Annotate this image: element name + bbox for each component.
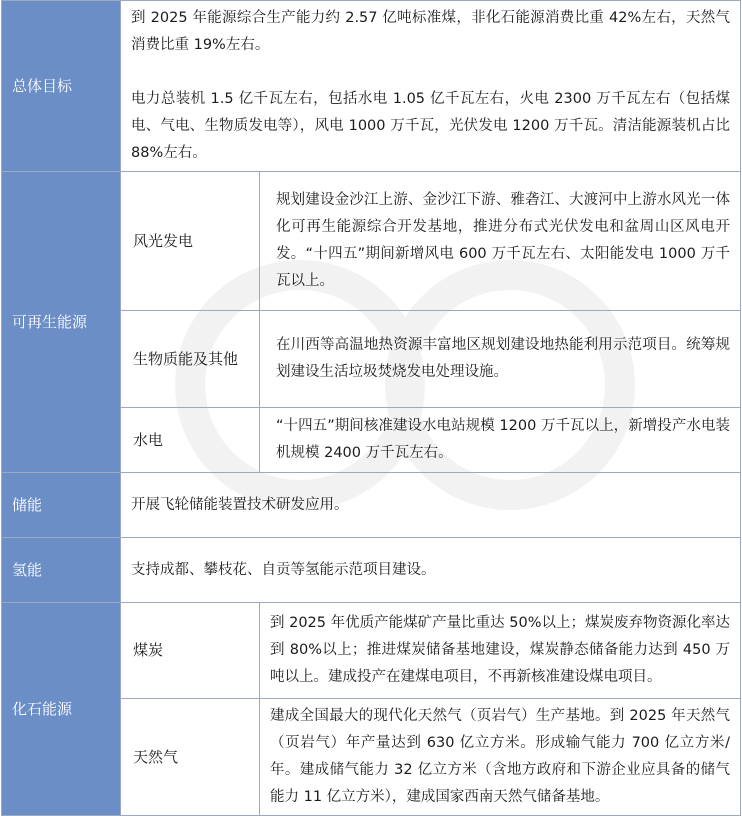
subcategory-hydropower: 水电 bbox=[121, 408, 260, 473]
overall-goal-paragraph-1: 到 2025 年能源综合生产能力约 2.57 亿吨标准煤，非化石能源消费比重 42%左右，天然气消费比重 19%左右。 bbox=[131, 10, 730, 53]
table-row bbox=[2, 172, 741, 311]
hydrogen-text: 支持成都、攀枝花、自贡等氢能示范项目建设。 bbox=[121, 538, 741, 603]
category-hydrogen: 氢能 bbox=[2, 538, 121, 603]
table-row bbox=[2, 603, 741, 699]
subcategory-natural-gas: 天然气 bbox=[121, 699, 260, 816]
category-storage: 储能 bbox=[2, 473, 121, 538]
subcategory-wind-solar: 风光发电 bbox=[121, 172, 260, 311]
energy-plan-table bbox=[1, 0, 741, 816]
overall-goal-text bbox=[121, 1, 741, 172]
storage-text: 开展飞轮储能装置技术研发应用。 bbox=[121, 473, 741, 538]
table-row bbox=[2, 1, 741, 172]
table-row bbox=[2, 473, 741, 538]
biomass-text: 在川西等高温地热资源丰富地区规划建设地热能利用示范项目。统筹规划建设生活垃圾焚烧发电处理设施。 bbox=[260, 311, 741, 408]
coal-text: 到 2025 年优质产能煤矿产量比重达 50%以上；煤炭废弃物资源化率达到 80%以上；推进煤炭储备基地建设，煤炭静态储备能力达到 450 万吨以上。建成投产在建煤电项目，不再新核准建设煤电项目。 bbox=[260, 603, 741, 699]
category-fossil: 化石能源 bbox=[2, 603, 121, 816]
category-renewable: 可再生能源 bbox=[2, 172, 121, 473]
overall-goal-paragraph-2: 电力总装机 1.5 亿千瓦左右，包括水电 1.05 亿千瓦左右，火电 2300 万千瓦左右（包括煤电、气电、生物质发电等），风电 1000 万千瓦，光伏发电 1200 万千瓦。清洁能源装机占比 88%左右。 bbox=[131, 91, 730, 161]
natural-gas-text: 建成全国最大的现代化天然气（页岩气）生产基地。到 2025 年天然气（页岩气）年产量达到 630 亿立方米。形成输气能力 700 亿立方米/年。建成储气能力 32 亿立方米（含地方政府和下游企业应具备的储气能力 11 亿立方米），建成国家西南天然气储备基地。 bbox=[260, 699, 741, 816]
table-row bbox=[2, 538, 741, 603]
hydropower-text: “十四五”期间核准建设水电站规模 1200 万千瓦以上，新增投产水电装机规模 2400 万千瓦左右。 bbox=[260, 408, 741, 473]
subcategory-biomass: 生物质能及其他 bbox=[121, 311, 260, 408]
wind-solar-text: 规划建设金沙江上游、金沙江下游、雅砻江、大渡河中上游水风光一体化可再生能源综合开发基地，推进分布式光伏发电和盆周山区风电开发。“十四五”期间新增风电 600 万千瓦左右、太阳能发电 1000 万千瓦以上。 bbox=[260, 172, 741, 311]
subcategory-coal: 煤炭 bbox=[121, 603, 260, 699]
category-overall-goal: 总体目标 bbox=[2, 1, 121, 172]
